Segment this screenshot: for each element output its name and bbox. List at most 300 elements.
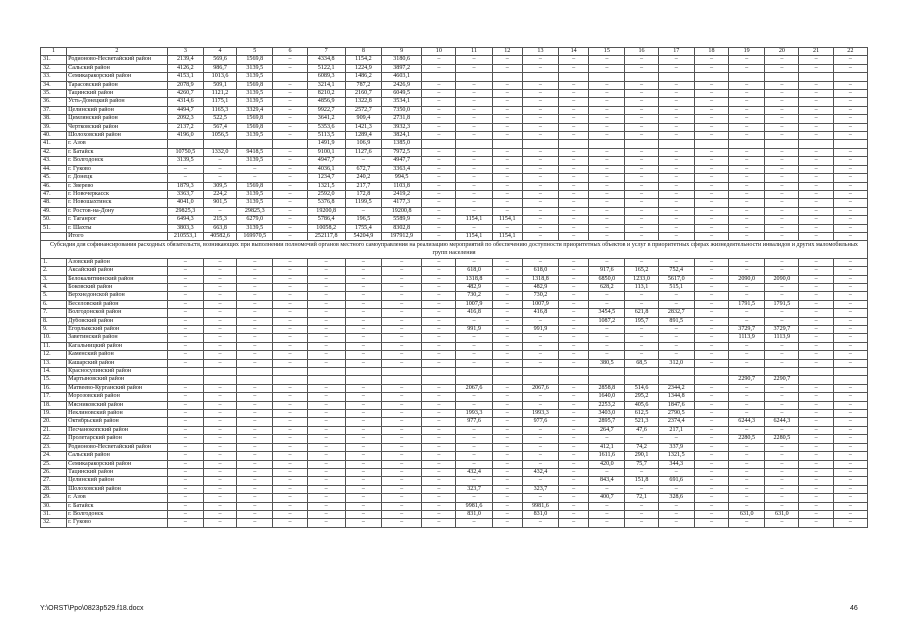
value-cell: – bbox=[559, 267, 589, 275]
value-cell: – bbox=[658, 224, 694, 232]
value-cell: – bbox=[559, 132, 589, 140]
value-cell bbox=[167, 140, 203, 148]
value-cell: – bbox=[694, 460, 728, 468]
municipality-cell: г. Зверево bbox=[67, 182, 168, 190]
value-cell: – bbox=[167, 485, 203, 493]
value-cell: – bbox=[522, 443, 558, 451]
value-cell: – bbox=[345, 418, 381, 426]
value-cell: – bbox=[729, 468, 765, 476]
municipality-cell: Матвеево-Курганский район bbox=[67, 384, 168, 392]
table-row bbox=[41, 157, 868, 165]
value-cell: – bbox=[237, 334, 273, 342]
value-cell: 412,1 bbox=[589, 443, 625, 451]
value-cell: 172,8 bbox=[345, 190, 381, 198]
value-cell: – bbox=[422, 410, 456, 418]
value-cell bbox=[559, 73, 589, 81]
value-cell: – bbox=[203, 283, 236, 291]
value-cell: 2067,6 bbox=[522, 384, 558, 392]
row-number-cell: 19. bbox=[41, 410, 67, 418]
value-cell: – bbox=[456, 207, 492, 215]
row-number-cell: 27. bbox=[41, 477, 67, 485]
value-cell: – bbox=[833, 165, 867, 173]
value-cell: – bbox=[559, 148, 589, 156]
row-number-cell: 34. bbox=[41, 81, 67, 89]
value-cell: 1332,0 bbox=[203, 148, 236, 156]
value-cell: – bbox=[167, 443, 203, 451]
value-cell: – bbox=[589, 81, 625, 89]
value-cell: – bbox=[765, 174, 799, 182]
value-cell: – bbox=[559, 56, 589, 64]
value-cell: 9981,6 bbox=[456, 502, 492, 510]
value-cell: – bbox=[833, 309, 867, 317]
value-cell: – bbox=[422, 342, 456, 350]
value-cell: – bbox=[799, 258, 833, 266]
municipality-cell: г. Донецк bbox=[67, 174, 168, 182]
value-cell: – bbox=[422, 334, 456, 342]
value-cell: – bbox=[559, 190, 589, 198]
value-cell: 3139,5 bbox=[237, 98, 273, 106]
value-cell: – bbox=[765, 317, 799, 325]
value-cell bbox=[345, 368, 381, 376]
value-cell: – bbox=[765, 106, 799, 114]
value-cell: – bbox=[729, 207, 765, 215]
value-cell: – bbox=[382, 317, 422, 325]
table-row bbox=[41, 267, 868, 275]
value-cell: – bbox=[589, 334, 625, 342]
value-cell: – bbox=[167, 519, 203, 527]
value-cell: – bbox=[203, 334, 236, 342]
value-cell: 22 bbox=[833, 48, 867, 56]
value-cell: – bbox=[167, 410, 203, 418]
value-cell: – bbox=[625, 468, 658, 476]
value-cell: – bbox=[765, 384, 799, 392]
value-cell: – bbox=[589, 115, 625, 123]
value-cell: 1165,3 bbox=[203, 106, 236, 114]
value-cell: 6089,3 bbox=[307, 73, 345, 81]
value-cell: – bbox=[307, 435, 345, 443]
value-cell: 3363,4 bbox=[382, 165, 422, 173]
value-cell: – bbox=[589, 435, 625, 443]
value-cell: – bbox=[559, 106, 589, 114]
value-cell: – bbox=[559, 300, 589, 308]
value-cell: – bbox=[522, 148, 558, 156]
value-cell: – bbox=[625, 174, 658, 182]
value-cell: – bbox=[694, 190, 728, 198]
table-row bbox=[41, 300, 868, 308]
value-cell bbox=[203, 368, 236, 376]
value-cell: – bbox=[589, 157, 625, 165]
value-cell: – bbox=[625, 300, 658, 308]
subsidy-table bbox=[40, 47, 868, 528]
value-cell: – bbox=[694, 510, 728, 518]
value-cell: – bbox=[833, 174, 867, 182]
value-cell: 1154,1 bbox=[456, 216, 492, 224]
value-cell: – bbox=[237, 326, 273, 334]
table-row bbox=[41, 519, 868, 527]
value-cell: – bbox=[729, 351, 765, 359]
value-cell: – bbox=[694, 351, 728, 359]
value-cell: – bbox=[522, 435, 558, 443]
value-cell: – bbox=[729, 232, 765, 240]
value-cell: 1847,6 bbox=[658, 401, 694, 409]
table-row bbox=[41, 334, 868, 342]
value-cell: – bbox=[167, 342, 203, 350]
row-number-cell: 43. bbox=[41, 157, 67, 165]
value-cell: – bbox=[273, 56, 307, 64]
value-cell: – bbox=[382, 393, 422, 401]
value-cell: – bbox=[694, 443, 728, 451]
value-cell: – bbox=[658, 519, 694, 527]
value-cell: – bbox=[658, 292, 694, 300]
value-cell: – bbox=[273, 64, 307, 72]
value-cell: – bbox=[559, 351, 589, 359]
value-cell: – bbox=[422, 258, 456, 266]
value-cell bbox=[694, 368, 728, 376]
value-cell: – bbox=[694, 148, 728, 156]
value-cell: 831,0 bbox=[456, 510, 492, 518]
value-cell: – bbox=[422, 56, 456, 64]
value-cell: – bbox=[382, 351, 422, 359]
value-cell: – bbox=[307, 275, 345, 283]
value-cell: – bbox=[237, 477, 273, 485]
value-cell: – bbox=[492, 502, 522, 510]
value-cell: – bbox=[522, 426, 558, 434]
value-cell: – bbox=[799, 384, 833, 392]
municipality-cell: Семикаракорский район bbox=[67, 73, 168, 81]
value-cell: – bbox=[729, 283, 765, 291]
value-cell: – bbox=[694, 56, 728, 64]
value-cell: – bbox=[729, 199, 765, 207]
value-cell: – bbox=[203, 165, 236, 173]
value-cell: 3897,2 bbox=[382, 64, 422, 72]
value-cell: – bbox=[203, 468, 236, 476]
value-cell: – bbox=[307, 401, 345, 409]
value-cell: 891,5 bbox=[658, 317, 694, 325]
value-cell: – bbox=[456, 56, 492, 64]
value-cell: – bbox=[382, 292, 422, 300]
value-cell: – bbox=[658, 182, 694, 190]
value-cell: 2790,5 bbox=[658, 410, 694, 418]
value-cell: – bbox=[382, 384, 422, 392]
value-cell: – bbox=[559, 165, 589, 173]
value-cell: – bbox=[492, 334, 522, 342]
value-cell: – bbox=[456, 443, 492, 451]
value-cell: – bbox=[729, 384, 765, 392]
value-cell: – bbox=[658, 106, 694, 114]
value-cell: – bbox=[559, 292, 589, 300]
value-cell: – bbox=[694, 106, 728, 114]
value-cell: – bbox=[307, 258, 345, 266]
value-cell: – bbox=[237, 283, 273, 291]
value-cell: – bbox=[203, 317, 236, 325]
value-cell: 10 bbox=[422, 48, 456, 56]
value-cell: 3534,1 bbox=[382, 98, 422, 106]
value-cell: – bbox=[382, 309, 422, 317]
row-number-cell: 25. bbox=[41, 460, 67, 468]
value-cell: 1640,0 bbox=[589, 393, 625, 401]
value-cell: – bbox=[589, 326, 625, 334]
value-cell: 4260,7 bbox=[167, 90, 203, 98]
value-cell: – bbox=[456, 519, 492, 527]
value-cell: – bbox=[559, 64, 589, 72]
value-cell: 416,8 bbox=[456, 309, 492, 317]
municipality-cell: Аксайский район bbox=[67, 267, 168, 275]
value-cell: – bbox=[422, 351, 456, 359]
value-cell: – bbox=[658, 435, 694, 443]
municipality-cell: Усть-Донецкий район bbox=[67, 98, 168, 106]
value-cell: 309,5 bbox=[203, 182, 236, 190]
value-cell: – bbox=[799, 64, 833, 72]
value-cell: – bbox=[799, 56, 833, 64]
value-cell: – bbox=[456, 258, 492, 266]
value-cell: – bbox=[492, 401, 522, 409]
value-cell: – bbox=[559, 81, 589, 89]
value-cell: – bbox=[559, 283, 589, 291]
value-cell: – bbox=[456, 90, 492, 98]
value-cell: 567,4 bbox=[203, 123, 236, 131]
value-cell: – bbox=[273, 216, 307, 224]
value-cell: – bbox=[492, 292, 522, 300]
value-cell: – bbox=[589, 519, 625, 527]
value-cell: – bbox=[422, 283, 456, 291]
value-cell: 1233,0 bbox=[625, 275, 658, 283]
value-cell: – bbox=[273, 326, 307, 334]
value-cell: 3932,3 bbox=[382, 123, 422, 131]
value-cell: – bbox=[694, 115, 728, 123]
value-cell: – bbox=[382, 485, 422, 493]
value-cell bbox=[559, 368, 589, 376]
value-cell: – bbox=[658, 56, 694, 64]
value-cell: – bbox=[658, 232, 694, 240]
value-cell bbox=[203, 376, 236, 384]
value-cell: – bbox=[765, 359, 799, 367]
value-cell: 6049,5 bbox=[382, 90, 422, 98]
table-row bbox=[41, 326, 868, 334]
table-row bbox=[41, 56, 868, 64]
value-cell: – bbox=[422, 90, 456, 98]
value-cell: – bbox=[237, 435, 273, 443]
value-cell: 9100,1 bbox=[307, 148, 345, 156]
value-cell: 165,2 bbox=[625, 267, 658, 275]
table-row bbox=[41, 258, 868, 266]
value-cell: 977,6 bbox=[522, 418, 558, 426]
value-cell bbox=[237, 376, 273, 384]
value-cell: – bbox=[456, 342, 492, 350]
municipality-cell: Сальский район bbox=[67, 452, 168, 460]
value-cell: – bbox=[799, 468, 833, 476]
value-cell: – bbox=[799, 477, 833, 485]
value-cell: – bbox=[729, 132, 765, 140]
value-cell: 1993,3 bbox=[522, 410, 558, 418]
value-cell: – bbox=[799, 81, 833, 89]
row-number-cell: 3. bbox=[41, 275, 67, 283]
value-cell: – bbox=[799, 494, 833, 502]
value-cell: – bbox=[559, 123, 589, 131]
value-cell: – bbox=[694, 485, 728, 493]
value-cell: – bbox=[522, 190, 558, 198]
value-cell: – bbox=[765, 351, 799, 359]
value-cell: – bbox=[307, 485, 345, 493]
value-cell: 5122,1 bbox=[307, 64, 345, 72]
table-row bbox=[41, 359, 868, 367]
value-cell: – bbox=[799, 224, 833, 232]
table-row bbox=[41, 460, 868, 468]
value-cell: – bbox=[273, 148, 307, 156]
column-number-row bbox=[41, 48, 868, 56]
value-cell: 2280,5 bbox=[729, 435, 765, 443]
value-cell: – bbox=[522, 174, 558, 182]
value-cell: – bbox=[307, 309, 345, 317]
municipality-cell: Целинский район bbox=[67, 477, 168, 485]
value-cell bbox=[589, 73, 625, 81]
value-cell: – bbox=[559, 460, 589, 468]
value-cell: – bbox=[833, 123, 867, 131]
value-cell: 730,2 bbox=[456, 292, 492, 300]
value-cell: – bbox=[658, 326, 694, 334]
value-cell: 12 bbox=[492, 48, 522, 56]
value-cell: 1234,7 bbox=[307, 174, 345, 182]
value-cell bbox=[694, 376, 728, 384]
value-cell: 14 bbox=[559, 48, 589, 56]
value-cell: – bbox=[273, 393, 307, 401]
value-cell: – bbox=[765, 410, 799, 418]
value-cell: – bbox=[799, 359, 833, 367]
row-number-cell: 22. bbox=[41, 435, 67, 443]
value-cell: 986,7 bbox=[203, 64, 236, 72]
value-cell: – bbox=[492, 283, 522, 291]
value-cell: – bbox=[625, 182, 658, 190]
value-cell: – bbox=[422, 477, 456, 485]
value-cell: – bbox=[833, 56, 867, 64]
value-cell bbox=[422, 368, 456, 376]
row-number-cell: 42. bbox=[41, 148, 67, 156]
value-cell: – bbox=[273, 401, 307, 409]
value-cell: – bbox=[492, 157, 522, 165]
value-cell: – bbox=[273, 165, 307, 173]
value-cell: – bbox=[422, 182, 456, 190]
value-cell bbox=[765, 140, 799, 148]
value-cell: – bbox=[589, 216, 625, 224]
value-cell: – bbox=[492, 351, 522, 359]
value-cell: – bbox=[559, 359, 589, 367]
municipality-cell: г. Новочеркасск bbox=[67, 190, 168, 198]
value-cell: 2895,7 bbox=[589, 418, 625, 426]
row-number-cell: 35. bbox=[41, 90, 67, 98]
value-cell: – bbox=[167, 452, 203, 460]
value-cell: – bbox=[833, 485, 867, 493]
municipality-cell: Тацинский район bbox=[67, 468, 168, 476]
value-cell: – bbox=[273, 460, 307, 468]
value-cell: – bbox=[589, 485, 625, 493]
value-cell: 1127,6 bbox=[345, 148, 381, 156]
value-cell: – bbox=[167, 426, 203, 434]
value-cell: – bbox=[625, 106, 658, 114]
value-cell: – bbox=[833, 283, 867, 291]
table-row bbox=[41, 165, 868, 173]
value-cell: – bbox=[237, 292, 273, 300]
value-cell: 240,2 bbox=[345, 174, 381, 182]
value-cell: – bbox=[345, 452, 381, 460]
value-cell: – bbox=[422, 148, 456, 156]
value-cell: – bbox=[492, 468, 522, 476]
value-cell: – bbox=[729, 174, 765, 182]
value-cell bbox=[799, 140, 833, 148]
value-cell: – bbox=[694, 123, 728, 131]
value-cell: 631,0 bbox=[729, 510, 765, 518]
value-cell: – bbox=[237, 393, 273, 401]
value-cell: 1056,5 bbox=[203, 132, 236, 140]
value-cell: 4603,1 bbox=[382, 73, 422, 81]
value-cell: – bbox=[422, 519, 456, 527]
value-cell: – bbox=[729, 115, 765, 123]
value-cell: – bbox=[203, 410, 236, 418]
value-cell: – bbox=[799, 190, 833, 198]
value-cell: – bbox=[167, 435, 203, 443]
value-cell: – bbox=[237, 275, 273, 283]
value-cell: 691,6 bbox=[658, 477, 694, 485]
value-cell: – bbox=[273, 275, 307, 283]
value-cell: – bbox=[559, 384, 589, 392]
value-cell: – bbox=[345, 334, 381, 342]
value-cell: – bbox=[492, 494, 522, 502]
value-cell: – bbox=[237, 410, 273, 418]
value-cell: – bbox=[833, 190, 867, 198]
value-cell: – bbox=[765, 485, 799, 493]
value-cell: – bbox=[422, 106, 456, 114]
value-cell: 1154,1 bbox=[456, 232, 492, 240]
value-cell: 432,4 bbox=[522, 468, 558, 476]
table-row bbox=[41, 351, 868, 359]
table-row bbox=[41, 494, 868, 502]
row-number-cell: 44. bbox=[41, 165, 67, 173]
value-cell: – bbox=[382, 494, 422, 502]
value-cell: – bbox=[694, 283, 728, 291]
value-cell: – bbox=[522, 98, 558, 106]
value-cell: – bbox=[589, 90, 625, 98]
value-cell bbox=[522, 368, 558, 376]
value-cell: – bbox=[833, 519, 867, 527]
value-cell: – bbox=[765, 216, 799, 224]
value-cell: – bbox=[456, 317, 492, 325]
value-cell: 482,9 bbox=[522, 283, 558, 291]
value-cell: – bbox=[833, 98, 867, 106]
value-cell: – bbox=[456, 174, 492, 182]
value-cell bbox=[167, 368, 203, 376]
value-cell: – bbox=[492, 309, 522, 317]
value-cell: – bbox=[492, 182, 522, 190]
value-cell: 1344,8 bbox=[658, 393, 694, 401]
value-cell: – bbox=[765, 64, 799, 72]
value-cell: – bbox=[273, 258, 307, 266]
municipality-cell: Октябрьский район bbox=[67, 418, 168, 426]
value-cell: – bbox=[492, 64, 522, 72]
value-cell: – bbox=[729, 359, 765, 367]
value-cell bbox=[729, 73, 765, 81]
value-cell: – bbox=[729, 56, 765, 64]
value-cell: – bbox=[237, 468, 273, 476]
value-cell: – bbox=[237, 502, 273, 510]
value-cell: – bbox=[589, 64, 625, 72]
value-cell: 3139,5 bbox=[167, 157, 203, 165]
value-cell: 1755,4 bbox=[345, 224, 381, 232]
value-cell: – bbox=[422, 502, 456, 510]
row-number-cell: 32. bbox=[41, 519, 67, 527]
value-cell: – bbox=[833, 300, 867, 308]
value-cell: – bbox=[799, 426, 833, 434]
row-number-cell: 49. bbox=[41, 207, 67, 215]
value-cell: 1224,9 bbox=[345, 64, 381, 72]
value-cell: – bbox=[799, 460, 833, 468]
